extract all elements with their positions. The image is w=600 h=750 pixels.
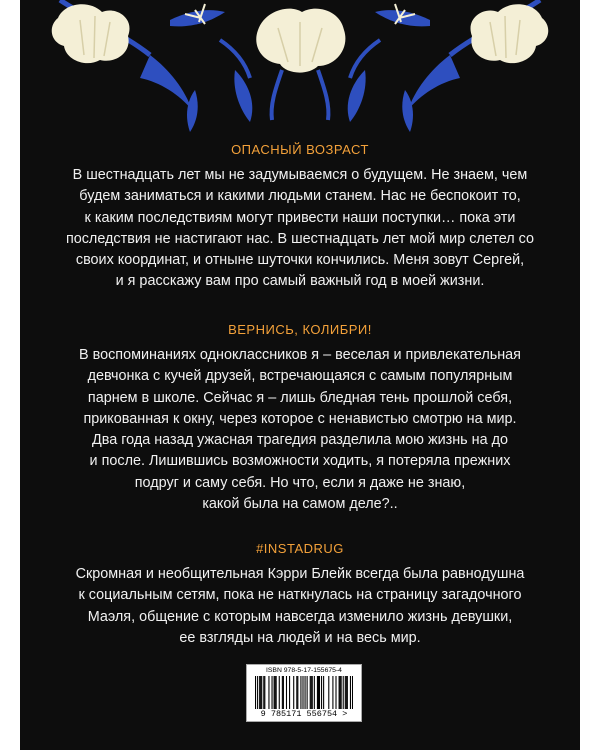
blurb-line: Два года назад ужасная трагедия разделила мою жизнь на до [91,432,509,449]
blurb-line: Скромная и необщительная Кэрри Блейк всегда была равнодушна [75,566,525,582]
blurb-line: какой была на самом деле?.. [202,496,398,513]
barcode-bar [311,676,312,709]
barcode-bar [340,676,341,709]
section-heading: #INSTADRUG [256,541,344,556]
blurb-line: будем заниматься и какими людьми станем. Нас не беспокоит то, [79,188,521,205]
blurb-line: своих координат, и отныне шуточки кончились. Меня зовут Сергей, [75,252,525,269]
barcode-bar [341,676,342,709]
blurb-line: и после. Лишившись возможности ходить, я потеряла прежних [89,453,511,470]
barcode-bar [350,676,351,709]
barcode-bar [305,676,306,709]
barcode-bar [259,676,260,709]
blurb-line: подруг и саму себя. Но что, если я даже не знаю, [134,474,466,491]
barcode-bar [268,676,269,709]
blurb-line: В воспоминаниях одноклассников я – веселая и привлекательная [79,347,521,363]
barcode-bar [352,676,353,709]
barcode-bar [343,676,344,709]
barcode-bar [312,676,313,709]
barcode-bar [272,676,273,709]
book-back-cover [20,0,580,750]
barcode-bar [296,676,297,709]
floral-ornament-illustration [20,0,580,145]
section-heading: ОПАСНЫЙ ВОЗРАСТ [231,142,369,157]
barcode-bar [274,676,275,709]
barcode-bar [328,676,329,709]
barcode-bar [310,676,311,709]
barcode-bar [264,676,265,709]
blurb-line: Маэля, общение с которым навсегда изменило жизнь девушки, [87,608,513,625]
barcode-bar [332,676,333,709]
isbn-barcode [246,664,362,722]
barcode-bar [279,676,280,709]
barcode-bar [282,676,283,709]
barcode-bar [339,676,340,709]
barcode-bar [283,676,284,709]
blurb-line: к каким последствиям могут привести наши поступки… пока эти [84,209,516,226]
blurb-section-2 [20,322,580,515]
blurb-section-1 [20,142,580,293]
isbn-label: ISBN 978-5-17-155675-4 [266,667,342,674]
barcode-bar [314,676,315,709]
blurb-line: последствия не настигают нас. В шестнадцать лет мой мир слетел со [65,230,535,247]
barcode-bar [275,676,276,709]
barcode-bar [318,676,319,709]
barcode-bar [261,676,262,709]
barcode-bar [293,676,294,709]
barcode-bar [319,676,320,709]
blurb-section-3 [20,541,580,649]
barcode-bar [345,676,346,709]
barcode-bar [335,676,336,709]
barcode-bar [323,676,324,709]
barcode-bar [300,676,301,709]
barcode-bar [346,676,347,709]
barcode-bar [286,676,287,709]
blurb-line: парнем в школе. Сейчас я – лишь бледная тень прошлой себя, [87,389,513,406]
blurb-line: девчонка с кучей друзей, встречающаяся с самым популярным [87,368,513,385]
barcode-bar [257,676,258,709]
blurb-line: и я расскажу вам про самый важный год в моей жизни. [115,273,485,290]
barcode-bar [263,676,264,709]
barcode-bar [347,676,348,709]
barcode-bar [297,676,298,709]
blurb-line: В шестнадцать лет мы не задумываемся о будущем. Не знаем, чем [72,167,528,183]
blurb-line: к социальным сетям, пока не наткнулась на страницу загадочного [78,587,522,604]
barcode-bar [289,676,290,709]
section-heading: ВЕРНИСЬ, КОЛИБРИ! [228,322,372,337]
barcode-bar [302,676,303,709]
barcode-bar [307,676,308,709]
blurb-line: прикованная к окну, через которое с ненавистью смотрю на мир. [83,410,517,427]
barcode-digits: 9 785171 556754 > [260,709,348,719]
barcode-bar [321,676,322,709]
barcode-bars [255,676,353,709]
blurb-line: ее взгляды на людей и на весь мир. [179,629,421,646]
barcode-bar [276,676,277,709]
barcode-bar [317,676,318,709]
barcode-bar [260,676,261,709]
barcode-bar [255,676,256,709]
